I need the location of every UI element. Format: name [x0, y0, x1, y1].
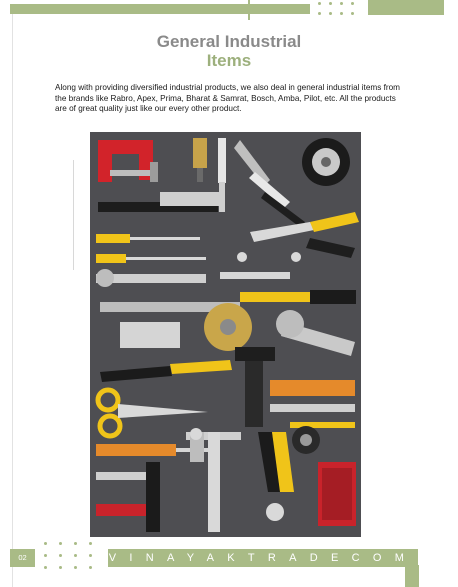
socket-wrench-illustration — [292, 426, 320, 454]
round-wire-brush-illustration — [204, 303, 252, 351]
page-title-line-2: Items — [206, 51, 252, 70]
bit-set-illustration — [318, 462, 356, 526]
tape-measure-illustration — [302, 138, 350, 186]
cutter-illustration — [240, 290, 356, 304]
bottom-dot-pattern — [44, 542, 92, 569]
intro-paragraph: Along with providing diversified industrial products, we also deal in general industrial items from the brands like Rabro, Apex, Prima, Bharat & Samrat, Bosch, Amba, Pilot, etc. All the products are of great quality just like our every other product. — [55, 83, 400, 113]
top-dot-pattern — [318, 2, 354, 15]
top-accent-tick — [248, 0, 250, 20]
page-title-line-1: General Industrial — [156, 32, 302, 51]
top-accent-block — [368, 0, 444, 15]
footer-website: VINAYAKTRADECOM — [108, 549, 418, 567]
top-accent-bar — [10, 4, 310, 14]
decorative-line — [73, 160, 74, 270]
page-number: 02 — [10, 549, 35, 567]
footer-notch — [405, 565, 419, 587]
tools-photo — [90, 132, 361, 537]
